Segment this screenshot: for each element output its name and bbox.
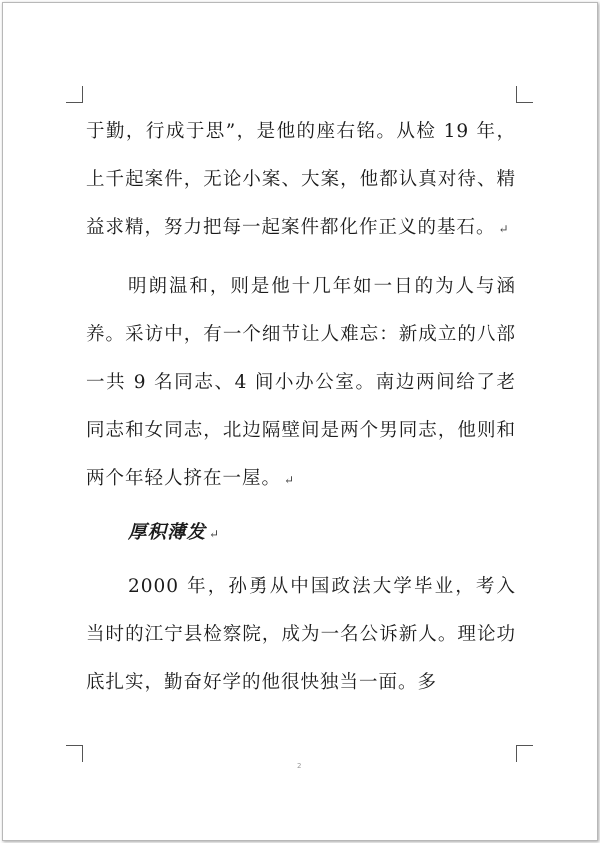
paragraph-text: 于勤，行成于思”，是他的座右铭。从检 19 年，上千起案件，无论小案、大案，他都认真对待、精益求精，努力把每一起案件都化作正义的基石。 <box>86 121 516 238</box>
paragraph-mark-icon: ↵ <box>284 473 296 487</box>
page-number: 2 <box>297 762 302 770</box>
paragraph <box>86 563 516 707</box>
document-body[interactable] <box>86 108 516 707</box>
crop-mark-top-left <box>66 86 83 103</box>
paragraph-mark-icon: ↵ <box>498 222 510 236</box>
crop-mark-bottom-right <box>516 745 533 762</box>
paragraph-text: 明朗温和，则是他十几年如一日的为人与涵养。采访中，有一个细节让人难忘：新成立的八部一共 9 名同志、4 间小办公室。南边两间给了老同志和女同志，北边隔壁间是两个男同志，他则和两个年轻人挤在一屋。 <box>86 276 516 489</box>
section-heading-text: 厚积薄发 <box>128 522 207 543</box>
section-heading <box>86 509 516 558</box>
paragraph-text: 2000 年，孙勇从中国政法大学毕业，考入当时的江宁县检察院，成为一名公诉新人。理论功底扎实，勤奋好学的他很快独当一面。多 <box>86 576 516 693</box>
crop-mark-top-right <box>516 86 533 103</box>
paragraph-continued <box>86 108 516 253</box>
paragraph <box>86 263 516 504</box>
crop-mark-bottom-left <box>66 745 83 762</box>
paragraph-mark-icon: ↵ <box>209 527 221 541</box>
